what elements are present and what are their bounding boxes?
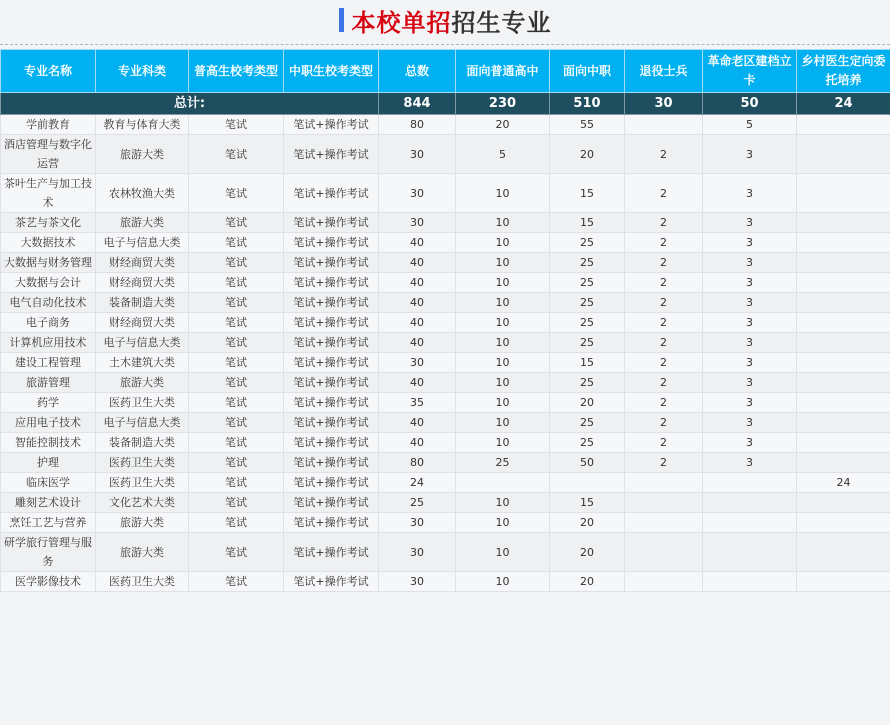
cell-veterans: 2 [625, 293, 703, 313]
cell-major-category: 电子与信息大类 [96, 233, 189, 253]
cell-total: 80 [379, 453, 456, 473]
cell-veterans: 2 [625, 413, 703, 433]
cell-major-name: 临床医学 [1, 473, 96, 493]
cell-major-category: 医药卫生大类 [96, 453, 189, 473]
cell-rural-doctor [797, 513, 890, 533]
cell-vocational-exam-type: 笔试+操作考试 [284, 572, 379, 592]
cell-general-exam-type: 笔试 [189, 273, 284, 293]
cell-vocational: 15 [550, 493, 625, 513]
table-row [1, 373, 890, 393]
cell-general-exam-type: 笔试 [189, 135, 284, 174]
cell-revolutionary-area: 5 [703, 115, 797, 135]
cell-general-high-school: 10 [456, 493, 550, 513]
cell-vocational: 25 [550, 293, 625, 313]
cell-rural-doctor [797, 174, 890, 213]
cell-major-category: 农林牧渔大类 [96, 174, 189, 213]
enrollment-table [0, 49, 890, 592]
cell-vocational: 20 [550, 513, 625, 533]
column-header-major-name: 专业名称 [1, 50, 96, 93]
cell-major-category: 医药卫生大类 [96, 393, 189, 413]
column-header-rural-doctor: 乡村医生定向委托培养 [797, 50, 890, 93]
table-row [1, 313, 890, 333]
cell-vocational: 25 [550, 313, 625, 333]
cell-general-high-school [456, 473, 550, 493]
cell-rural-doctor [797, 533, 890, 572]
cell-vocational [550, 473, 625, 493]
cell-total: 30 [379, 533, 456, 572]
cell-general-high-school: 10 [456, 572, 550, 592]
cell-major-category: 电子与信息大类 [96, 413, 189, 433]
cell-total: 40 [379, 253, 456, 273]
cell-vocational-exam-type: 笔试+操作考试 [284, 253, 379, 273]
cell-major-name: 护理 [1, 453, 96, 473]
cell-major-category: 装备制造大类 [96, 433, 189, 453]
cell-vocational: 25 [550, 233, 625, 253]
total-revolutionary-area: 50 [703, 93, 797, 115]
cell-general-high-school: 10 [456, 413, 550, 433]
cell-veterans: 2 [625, 135, 703, 174]
cell-general-exam-type: 笔试 [189, 433, 284, 453]
cell-total: 40 [379, 313, 456, 333]
cell-vocational-exam-type: 笔试+操作考试 [284, 393, 379, 413]
cell-total: 25 [379, 493, 456, 513]
total-veterans: 30 [625, 93, 703, 115]
cell-revolutionary-area: 3 [703, 293, 797, 313]
cell-general-high-school: 5 [456, 135, 550, 174]
cell-vocational-exam-type: 笔试+操作考试 [284, 493, 379, 513]
cell-major-name: 医学影像技术 [1, 572, 96, 592]
column-header-veterans: 退役士兵 [625, 50, 703, 93]
cell-major-name: 雕刻艺术设计 [1, 493, 96, 513]
cell-major-name: 建设工程管理 [1, 353, 96, 373]
table-row [1, 233, 890, 253]
cell-vocational-exam-type: 笔试+操作考试 [284, 333, 379, 353]
cell-revolutionary-area [703, 513, 797, 533]
cell-veterans: 2 [625, 333, 703, 353]
cell-vocational-exam-type: 笔试+操作考试 [284, 353, 379, 373]
cell-major-name: 电子商务 [1, 313, 96, 333]
cell-major-name: 计算机应用技术 [1, 333, 96, 353]
table-row [1, 473, 890, 493]
cell-major-name: 酒店管理与数字化运营 [1, 135, 96, 174]
cell-veterans [625, 473, 703, 493]
cell-total: 30 [379, 174, 456, 213]
cell-veterans: 2 [625, 313, 703, 333]
cell-total: 30 [379, 572, 456, 592]
cell-general-exam-type: 笔试 [189, 293, 284, 313]
cell-rural-doctor [797, 572, 890, 592]
cell-general-high-school: 10 [456, 273, 550, 293]
cell-major-category: 医药卫生大类 [96, 473, 189, 493]
cell-vocational-exam-type: 笔试+操作考试 [284, 135, 379, 174]
cell-veterans: 2 [625, 393, 703, 413]
cell-total: 40 [379, 233, 456, 253]
cell-general-exam-type: 笔试 [189, 213, 284, 233]
cell-vocational: 25 [550, 273, 625, 293]
cell-general-high-school: 10 [456, 174, 550, 213]
cell-veterans: 2 [625, 353, 703, 373]
cell-rural-doctor [797, 233, 890, 253]
cell-revolutionary-area: 3 [703, 433, 797, 453]
cell-rural-doctor [797, 453, 890, 473]
cell-vocational: 15 [550, 174, 625, 213]
cell-vocational: 15 [550, 353, 625, 373]
cell-general-high-school: 10 [456, 433, 550, 453]
total-rural-doctor: 24 [797, 93, 890, 115]
cell-vocational-exam-type: 笔试+操作考试 [284, 273, 379, 293]
cell-vocational: 15 [550, 213, 625, 233]
cell-rural-doctor [797, 115, 890, 135]
cell-general-high-school: 10 [456, 393, 550, 413]
cell-general-high-school: 20 [456, 115, 550, 135]
cell-revolutionary-area: 3 [703, 174, 797, 213]
cell-general-high-school: 10 [456, 293, 550, 313]
cell-major-name: 大数据与财务管理 [1, 253, 96, 273]
table-row [1, 413, 890, 433]
cell-general-high-school: 10 [456, 253, 550, 273]
column-header-major-category: 专业科类 [96, 50, 189, 93]
header-row [1, 50, 890, 93]
cell-general-exam-type: 笔试 [189, 253, 284, 273]
cell-major-name: 茶叶生产与加工技术 [1, 174, 96, 213]
cell-vocational: 20 [550, 533, 625, 572]
cell-vocational: 20 [550, 135, 625, 174]
total-vocational: 510 [550, 93, 625, 115]
cell-general-high-school: 25 [456, 453, 550, 473]
column-header-general-high-school: 面向普通高中 [456, 50, 550, 93]
cell-major-category: 财经商贸大类 [96, 313, 189, 333]
cell-major-name: 旅游管理 [1, 373, 96, 393]
column-header-vocational: 面向中职 [550, 50, 625, 93]
cell-major-name: 智能控制技术 [1, 433, 96, 453]
cell-vocational-exam-type: 笔试+操作考试 [284, 233, 379, 253]
cell-major-name: 大数据技术 [1, 233, 96, 253]
cell-vocational-exam-type: 笔试+操作考试 [284, 174, 379, 213]
cell-major-name: 应用电子技术 [1, 413, 96, 433]
title-divider [0, 44, 890, 45]
cell-total: 30 [379, 353, 456, 373]
cell-major-name: 研学旅行管理与服务 [1, 533, 96, 572]
cell-total: 40 [379, 373, 456, 393]
cell-major-name: 大数据与会计 [1, 273, 96, 293]
cell-major-name: 学前教育 [1, 115, 96, 135]
total-label: 总计: [1, 93, 379, 115]
cell-major-category: 土木建筑大类 [96, 353, 189, 373]
cell-revolutionary-area [703, 493, 797, 513]
cell-vocational: 25 [550, 333, 625, 353]
cell-vocational: 20 [550, 393, 625, 413]
table-row [1, 433, 890, 453]
cell-veterans: 2 [625, 233, 703, 253]
cell-revolutionary-area [703, 572, 797, 592]
cell-general-exam-type: 笔试 [189, 473, 284, 493]
cell-major-category: 电子与信息大类 [96, 333, 189, 353]
cell-general-exam-type: 笔试 [189, 393, 284, 413]
table-row [1, 353, 890, 373]
cell-major-category: 旅游大类 [96, 213, 189, 233]
column-header-vocational-exam-type: 中职生校考类型 [284, 50, 379, 93]
cell-revolutionary-area [703, 533, 797, 572]
cell-veterans: 2 [625, 453, 703, 473]
cell-rural-doctor [797, 313, 890, 333]
table-row [1, 293, 890, 313]
cell-rural-doctor [797, 413, 890, 433]
cell-veterans: 2 [625, 213, 703, 233]
cell-general-exam-type: 笔试 [189, 373, 284, 393]
cell-total: 40 [379, 273, 456, 293]
cell-total: 40 [379, 413, 456, 433]
cell-revolutionary-area: 3 [703, 353, 797, 373]
cell-rural-doctor [797, 253, 890, 273]
cell-major-name: 烹饪工艺与营养 [1, 513, 96, 533]
cell-vocational-exam-type: 笔试+操作考试 [284, 213, 379, 233]
cell-total: 35 [379, 393, 456, 413]
cell-general-exam-type: 笔试 [189, 453, 284, 473]
cell-general-exam-type: 笔试 [189, 413, 284, 433]
cell-total: 30 [379, 135, 456, 174]
cell-general-exam-type: 笔试 [189, 572, 284, 592]
cell-rural-doctor [797, 333, 890, 353]
cell-vocational-exam-type: 笔试+操作考试 [284, 533, 379, 572]
cell-vocational: 55 [550, 115, 625, 135]
cell-vocational-exam-type: 笔试+操作考试 [284, 413, 379, 433]
cell-major-category: 医药卫生大类 [96, 572, 189, 592]
cell-major-category: 旅游大类 [96, 373, 189, 393]
cell-rural-doctor [797, 213, 890, 233]
cell-general-high-school: 10 [456, 313, 550, 333]
cell-total: 40 [379, 333, 456, 353]
table-row [1, 115, 890, 135]
cell-total: 80 [379, 115, 456, 135]
cell-general-high-school: 10 [456, 513, 550, 533]
cell-rural-doctor [797, 433, 890, 453]
cell-revolutionary-area [703, 473, 797, 493]
cell-major-category: 旅游大类 [96, 513, 189, 533]
page-title-rest: 招生专业 [451, 8, 552, 37]
table-row [1, 253, 890, 273]
cell-vocational-exam-type: 笔试+操作考试 [284, 453, 379, 473]
cell-major-category: 教育与体育大类 [96, 115, 189, 135]
cell-revolutionary-area: 3 [703, 453, 797, 473]
column-header-total: 总数 [379, 50, 456, 93]
cell-general-exam-type: 笔试 [189, 333, 284, 353]
cell-rural-doctor [797, 273, 890, 293]
cell-major-category: 装备制造大类 [96, 293, 189, 313]
table-row [1, 333, 890, 353]
cell-major-category: 旅游大类 [96, 135, 189, 174]
page-title-highlight: 本校单招 [351, 8, 452, 37]
cell-major-category: 财经商贸大类 [96, 253, 189, 273]
cell-total: 40 [379, 433, 456, 453]
cell-total: 30 [379, 213, 456, 233]
cell-total: 24 [379, 473, 456, 493]
cell-major-category: 旅游大类 [96, 533, 189, 572]
table-row [1, 572, 890, 592]
cell-vocational: 25 [550, 433, 625, 453]
page-title [352, 3, 552, 38]
column-header-general-exam-type: 普高生校考类型 [189, 50, 284, 93]
cell-general-high-school: 10 [456, 353, 550, 373]
cell-major-name: 药学 [1, 393, 96, 413]
cell-general-high-school: 10 [456, 373, 550, 393]
table-row [1, 135, 890, 174]
cell-general-high-school: 10 [456, 213, 550, 233]
cell-total: 40 [379, 293, 456, 313]
cell-veterans: 2 [625, 174, 703, 213]
cell-rural-doctor [797, 293, 890, 313]
title-accent-bar [339, 8, 344, 32]
total-total: 844 [379, 93, 456, 115]
cell-veterans [625, 115, 703, 135]
cell-rural-doctor: 24 [797, 473, 890, 493]
cell-revolutionary-area: 3 [703, 333, 797, 353]
cell-vocational: 20 [550, 572, 625, 592]
cell-veterans: 2 [625, 273, 703, 293]
cell-rural-doctor [797, 373, 890, 393]
cell-veterans [625, 572, 703, 592]
cell-major-category: 文化艺术大类 [96, 493, 189, 513]
cell-vocational: 25 [550, 373, 625, 393]
cell-major-category: 财经商贸大类 [96, 273, 189, 293]
table-row [1, 493, 890, 513]
table-row [1, 213, 890, 233]
cell-general-high-school: 10 [456, 533, 550, 572]
cell-total: 30 [379, 513, 456, 533]
cell-general-high-school: 10 [456, 233, 550, 253]
cell-revolutionary-area: 3 [703, 273, 797, 293]
page-header [0, 0, 890, 40]
cell-general-exam-type: 笔试 [189, 513, 284, 533]
cell-general-exam-type: 笔试 [189, 174, 284, 213]
table-row [1, 273, 890, 293]
cell-general-exam-type: 笔试 [189, 115, 284, 135]
cell-revolutionary-area: 3 [703, 413, 797, 433]
cell-rural-doctor [797, 493, 890, 513]
total-row [1, 93, 890, 115]
cell-revolutionary-area: 3 [703, 393, 797, 413]
cell-vocational: 25 [550, 253, 625, 273]
cell-major-name: 电气自动化技术 [1, 293, 96, 313]
cell-revolutionary-area: 3 [703, 233, 797, 253]
cell-revolutionary-area: 3 [703, 135, 797, 174]
cell-general-exam-type: 笔试 [189, 233, 284, 253]
cell-general-exam-type: 笔试 [189, 493, 284, 513]
cell-major-name: 茶艺与茶文化 [1, 213, 96, 233]
cell-general-high-school: 10 [456, 333, 550, 353]
table-row [1, 393, 890, 413]
cell-general-exam-type: 笔试 [189, 353, 284, 373]
cell-revolutionary-area: 3 [703, 373, 797, 393]
cell-veterans: 2 [625, 433, 703, 453]
cell-vocational: 50 [550, 453, 625, 473]
cell-vocational-exam-type: 笔试+操作考试 [284, 513, 379, 533]
total-general-high-school: 230 [456, 93, 550, 115]
cell-general-exam-type: 笔试 [189, 533, 284, 572]
cell-general-exam-type: 笔试 [189, 313, 284, 333]
cell-vocational-exam-type: 笔试+操作考试 [284, 115, 379, 135]
table-row [1, 513, 890, 533]
cell-vocational-exam-type: 笔试+操作考试 [284, 313, 379, 333]
column-header-revolutionary-area: 革命老区建档立卡 [703, 50, 797, 93]
cell-vocational-exam-type: 笔试+操作考试 [284, 293, 379, 313]
table-row [1, 453, 890, 473]
cell-veterans [625, 513, 703, 533]
cell-rural-doctor [797, 135, 890, 174]
cell-vocational-exam-type: 笔试+操作考试 [284, 373, 379, 393]
cell-rural-doctor [797, 393, 890, 413]
table-row [1, 174, 890, 213]
cell-revolutionary-area: 3 [703, 313, 797, 333]
table-row [1, 533, 890, 572]
cell-vocational: 25 [550, 413, 625, 433]
cell-vocational-exam-type: 笔试+操作考试 [284, 473, 379, 493]
cell-veterans: 2 [625, 253, 703, 273]
cell-revolutionary-area: 3 [703, 253, 797, 273]
cell-rural-doctor [797, 353, 890, 373]
cell-veterans [625, 493, 703, 513]
cell-vocational-exam-type: 笔试+操作考试 [284, 433, 379, 453]
cell-revolutionary-area: 3 [703, 213, 797, 233]
cell-veterans [625, 533, 703, 572]
cell-veterans: 2 [625, 373, 703, 393]
